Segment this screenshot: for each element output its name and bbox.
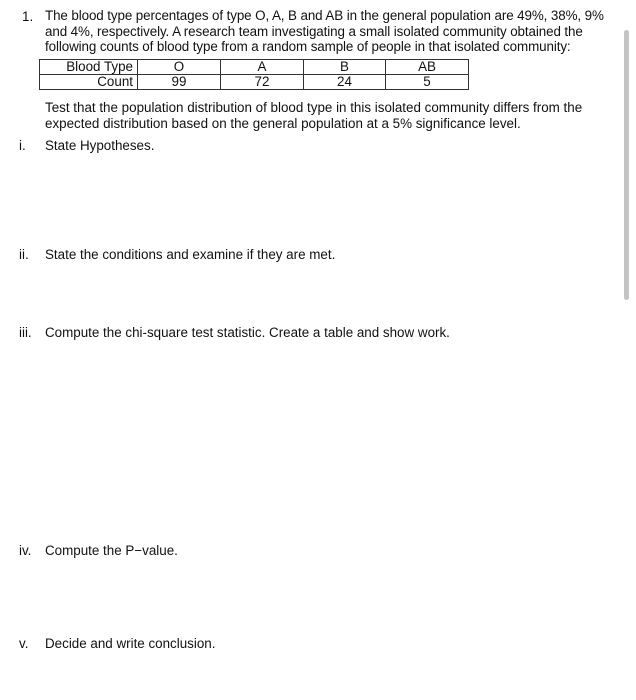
question-text: [45, 8, 630, 55]
test-statement: [45, 100, 625, 131]
part-text: Compute the P−value.: [45, 543, 178, 558]
blood-type-table: [39, 59, 469, 90]
part-numeral: iv.: [19, 543, 32, 558]
test-line: Test that the population distribution of blood type in this isolated community differs from the: [45, 100, 583, 115]
type-ab-cell: AB: [386, 60, 469, 75]
part-text: Compute the chi-square test statistic. Create a table and show work.: [45, 325, 450, 340]
question-line: following counts of blood type from a random sample of people in that isolated community:: [45, 39, 571, 54]
table-row: [40, 75, 469, 90]
type-o-cell: O: [138, 60, 221, 75]
part-numeral: iii.: [19, 325, 32, 340]
count-ab-cell: 5: [386, 75, 469, 90]
part-numeral: ii.: [19, 247, 29, 262]
question-line: and 4%, respectively. A research team investigating a small isolated community obtained the: [45, 23, 583, 39]
table-row: [40, 60, 469, 75]
part-numeral: i.: [19, 138, 26, 153]
question-number: 1.: [22, 9, 34, 24]
count-b-cell: 24: [304, 75, 386, 90]
type-b-cell: B: [304, 60, 386, 75]
test-line: expected distribution based on the general population at a 5% significance level.: [45, 115, 521, 131]
vertical-scrollbar[interactable]: [624, 30, 629, 300]
row-label-blood-type: Blood Type: [40, 60, 138, 75]
part-text: State the conditions and examine if they are met.: [45, 247, 336, 262]
part-numeral: v.: [19, 636, 29, 651]
row-label-count: Count: [40, 75, 138, 90]
count-o-cell: 99: [138, 75, 221, 90]
count-a-cell: 72: [221, 75, 304, 90]
type-a-cell: A: [221, 60, 304, 75]
part-text: Decide and write conclusion.: [45, 636, 216, 651]
part-text: State Hypotheses.: [45, 138, 155, 153]
question-line: The blood type percentages of type O, A, B and AB in the general population are 49%, 38%, 9%: [45, 8, 604, 23]
